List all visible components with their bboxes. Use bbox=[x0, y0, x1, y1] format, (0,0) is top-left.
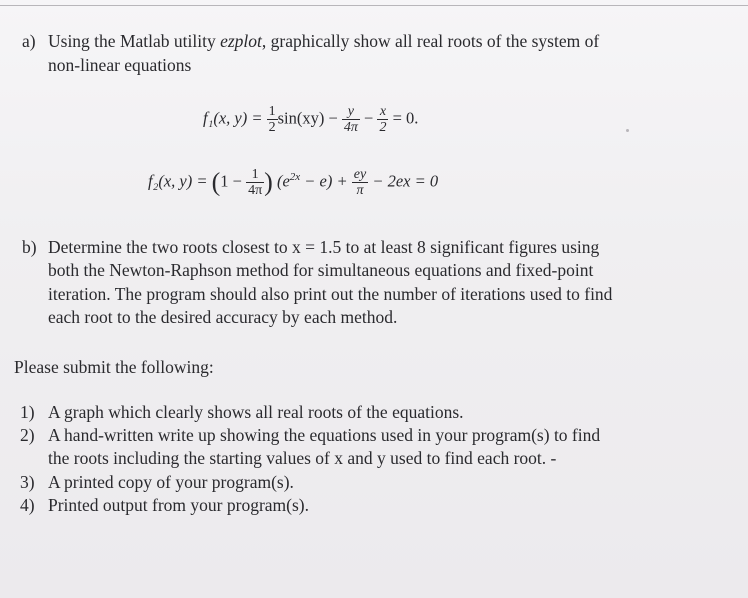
eq2-lhs: f₂(x, y) = bbox=[148, 171, 212, 191]
submit-item-2-cont: the roots including the starting values of x and y used to find each root. - bbox=[48, 448, 557, 468]
part-a-line-2: non-linear equations bbox=[48, 55, 192, 75]
eq1-frac-y bbox=[342, 104, 360, 135]
eq1-frac3-den: 2 bbox=[379, 120, 387, 135]
part-b-line-3: iteration. The program should also print out the number of iterations used to find bbox=[48, 284, 613, 304]
submit-heading: Please submit the following: bbox=[14, 357, 214, 377]
submit-item-3-num: 3) bbox=[20, 472, 35, 492]
eq2-rhs: − 2ex = 0 bbox=[368, 171, 439, 191]
submit-item-3-text: A printed copy of your program(s). bbox=[48, 472, 294, 492]
equation-f1 bbox=[203, 104, 418, 135]
eq2-one-minus: 1 − bbox=[220, 171, 247, 191]
paper-speck bbox=[626, 129, 629, 132]
submit-item-1-num: 1) bbox=[20, 402, 35, 422]
part-b-line-4: each root to the desired accuracy by each method. bbox=[48, 307, 398, 327]
eq1-rhs: = 0. bbox=[388, 108, 419, 128]
top-divider bbox=[0, 5, 748, 6]
eq1-frac3-num: x bbox=[379, 104, 387, 119]
eq1-minus: − bbox=[359, 108, 378, 128]
eq2-frac-1-4pi bbox=[246, 167, 264, 198]
eq1-frac2-den: 4π bbox=[343, 120, 358, 135]
part-b-line-2: both the Newton-Raphson method for simultaneous equations and fixed-point bbox=[48, 260, 594, 280]
eq1-frac-x bbox=[377, 104, 388, 135]
eq1-frac2-num: y bbox=[347, 104, 355, 119]
eq2-exp-base: (e bbox=[272, 171, 290, 191]
eq2-exp-power: 2x bbox=[289, 170, 301, 183]
eq2-frac-ey-pi bbox=[352, 167, 368, 198]
eq2-frac2-den: π bbox=[352, 182, 368, 198]
eq2-paren-close: ) bbox=[264, 167, 273, 197]
eq2-frac1-den: 4π bbox=[248, 183, 263, 198]
submit-item-1-text: A graph which clearly shows all real roots of the equations. bbox=[48, 402, 464, 422]
part-a-label: a) bbox=[22, 31, 36, 51]
ezplot-term: ezplot bbox=[220, 31, 262, 51]
part-a-line-1-end: , graphically show all real roots of the system of bbox=[261, 31, 600, 51]
submit-item-2-num: 2) bbox=[20, 425, 35, 445]
submit-item-4-text: Printed output from your program(s). bbox=[48, 495, 309, 515]
eq2-frac2-num: ey bbox=[353, 167, 367, 182]
submit-item-2-text: A hand-written write up showing the equations used in your program(s) to find bbox=[48, 425, 601, 445]
eq1-frac1-num: 1 bbox=[268, 104, 276, 119]
part-b-line-1: Determine the two roots closest to x = 1.5 to at least 8 significant figures using bbox=[48, 237, 600, 257]
eq1-sin-term: sin(xy) − bbox=[277, 108, 342, 128]
eq1-frac-half bbox=[267, 104, 278, 135]
part-b-label: b) bbox=[22, 237, 37, 257]
eq1-lhs: f₁(x, y) = bbox=[203, 108, 267, 128]
submit-item-4-num: 4) bbox=[20, 495, 35, 515]
eq2-paren-open: ( bbox=[211, 167, 221, 197]
eq1-frac1-den: 2 bbox=[268, 120, 276, 135]
eq2-frac1-num: 1 bbox=[251, 167, 259, 182]
part-a-line-1-text: Using the Matlab utility bbox=[48, 31, 221, 51]
eq2-exp-tail: − e) + bbox=[300, 171, 352, 191]
part-a-line-1 bbox=[48, 30, 599, 52]
equation-f2 bbox=[148, 167, 438, 198]
